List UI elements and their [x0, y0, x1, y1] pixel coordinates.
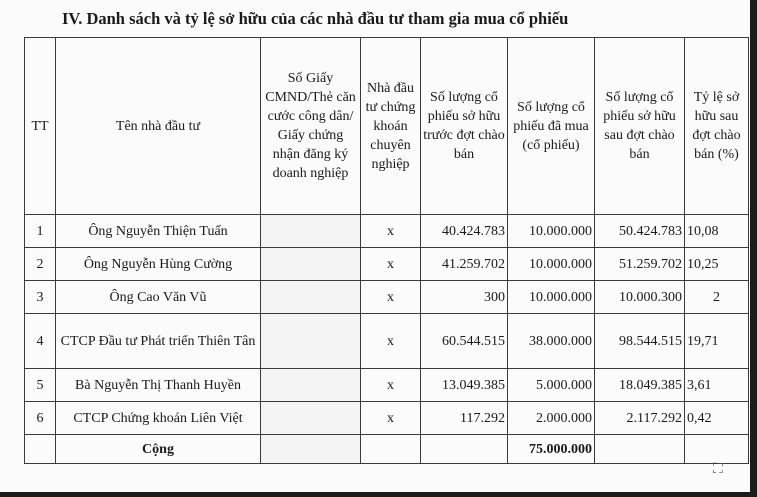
row-shares-bought: 2.000.000 — [508, 402, 595, 435]
row-id-redacted — [261, 369, 361, 402]
row-shares-after: 98.544.515 — [595, 314, 685, 369]
row-shares-before: 41.259.702 — [421, 248, 508, 281]
row-professional: x — [361, 281, 421, 314]
table-row — [25, 402, 749, 435]
row-shares-before: 60.544.515 — [421, 314, 508, 369]
row-name: Ông Nguyễn Hùng Cường — [56, 248, 261, 281]
row-ownership-pct: 3,61 — [685, 369, 749, 402]
row-professional: x — [361, 369, 421, 402]
col-header-id-number: Số Giấy CMND/Thẻ căn cước công dân/ Giấy chứng nhận đăng ký doanh nghiệp — [261, 38, 361, 215]
total-id — [261, 435, 361, 464]
row-name: Bà Nguyễn Thị Thanh Huyền — [56, 369, 261, 402]
row-tt: 3 — [25, 281, 56, 314]
row-name: Ông Nguyễn Thiện Tuấn — [56, 215, 261, 248]
total-professional — [361, 435, 421, 464]
total-label: Cộng — [56, 435, 261, 464]
row-shares-after: 51.259.702 — [595, 248, 685, 281]
table-row — [25, 314, 749, 369]
row-ownership-pct: 0,42 — [685, 402, 749, 435]
total-shares-after — [595, 435, 685, 464]
row-name: Ông Cao Văn Vũ — [56, 281, 261, 314]
row-professional: x — [361, 248, 421, 281]
col-header-professional: Nhà đầu tư chứng khoán chuyên nghiệp — [361, 38, 421, 215]
row-shares-bought: 10.000.000 — [508, 248, 595, 281]
row-id-redacted — [261, 215, 361, 248]
section-title: IV. Danh sách và tỷ lệ sở hữu của các nhà đầu tư tham gia mua cổ phiếu — [62, 9, 569, 28]
col-header-name: Tên nhà đầu tư — [56, 38, 261, 215]
row-tt: 2 — [25, 248, 56, 281]
row-tt: 1 — [25, 215, 56, 248]
col-header-shares-bought: Số lượng cổ phiếu đã mua (cổ phiếu) — [508, 38, 595, 215]
row-professional: x — [361, 314, 421, 369]
header-row — [25, 38, 749, 215]
row-id-redacted — [261, 281, 361, 314]
row-ownership-pct: 10,08 — [685, 215, 749, 248]
total-shares-bought: 75.000.000 — [508, 435, 595, 464]
row-name: CTCP Đầu tư Phát triển Thiên Tân — [56, 314, 261, 369]
screenshot-crop-icon: ⛶ — [713, 462, 723, 477]
row-shares-after: 2.117.292 — [595, 402, 685, 435]
row-id-redacted — [261, 248, 361, 281]
row-shares-bought: 5.000.000 — [508, 369, 595, 402]
row-professional: x — [361, 215, 421, 248]
row-ownership-pct: 2 — [685, 281, 749, 314]
row-tt: 4 — [25, 314, 56, 369]
total-ownership-pct — [685, 435, 749, 464]
total-tt — [25, 435, 56, 464]
row-shares-after: 50.424.783 — [595, 215, 685, 248]
row-ownership-pct: 10,25 — [685, 248, 749, 281]
investor-table — [24, 37, 749, 464]
table-row — [25, 281, 749, 314]
row-shares-before: 117.292 — [421, 402, 508, 435]
row-shares-bought: 10.000.000 — [508, 281, 595, 314]
col-header-tt: TT — [25, 38, 56, 215]
table-row — [25, 215, 749, 248]
row-tt: 6 — [25, 402, 56, 435]
row-ownership-pct: 19,71 — [685, 314, 749, 369]
row-shares-bought: 38.000.000 — [508, 314, 595, 369]
row-id-redacted — [261, 402, 361, 435]
row-tt: 5 — [25, 369, 56, 402]
row-name: CTCP Chứng khoán Liên Việt — [56, 402, 261, 435]
table-row — [25, 369, 749, 402]
total-row — [25, 435, 749, 464]
col-header-shares-before: Số lượng cổ phiếu sở hữu trước đợt chào bán — [421, 38, 508, 215]
row-shares-bought: 10.000.000 — [508, 215, 595, 248]
col-header-ownership-pct: Tỷ lệ sở hữu sau đợt chào bán (%) — [685, 38, 749, 215]
row-shares-after: 10.000.300 — [595, 281, 685, 314]
col-header-shares-after: Số lượng cổ phiếu sở hữu sau đợt chào bán — [595, 38, 685, 215]
total-shares-before — [421, 435, 508, 464]
table-row — [25, 248, 749, 281]
row-shares-before: 40.424.783 — [421, 215, 508, 248]
row-shares-before: 300 — [421, 281, 508, 314]
row-shares-before: 13.049.385 — [421, 369, 508, 402]
row-professional: x — [361, 402, 421, 435]
row-id-redacted — [261, 314, 361, 369]
row-shares-after: 18.049.385 — [595, 369, 685, 402]
